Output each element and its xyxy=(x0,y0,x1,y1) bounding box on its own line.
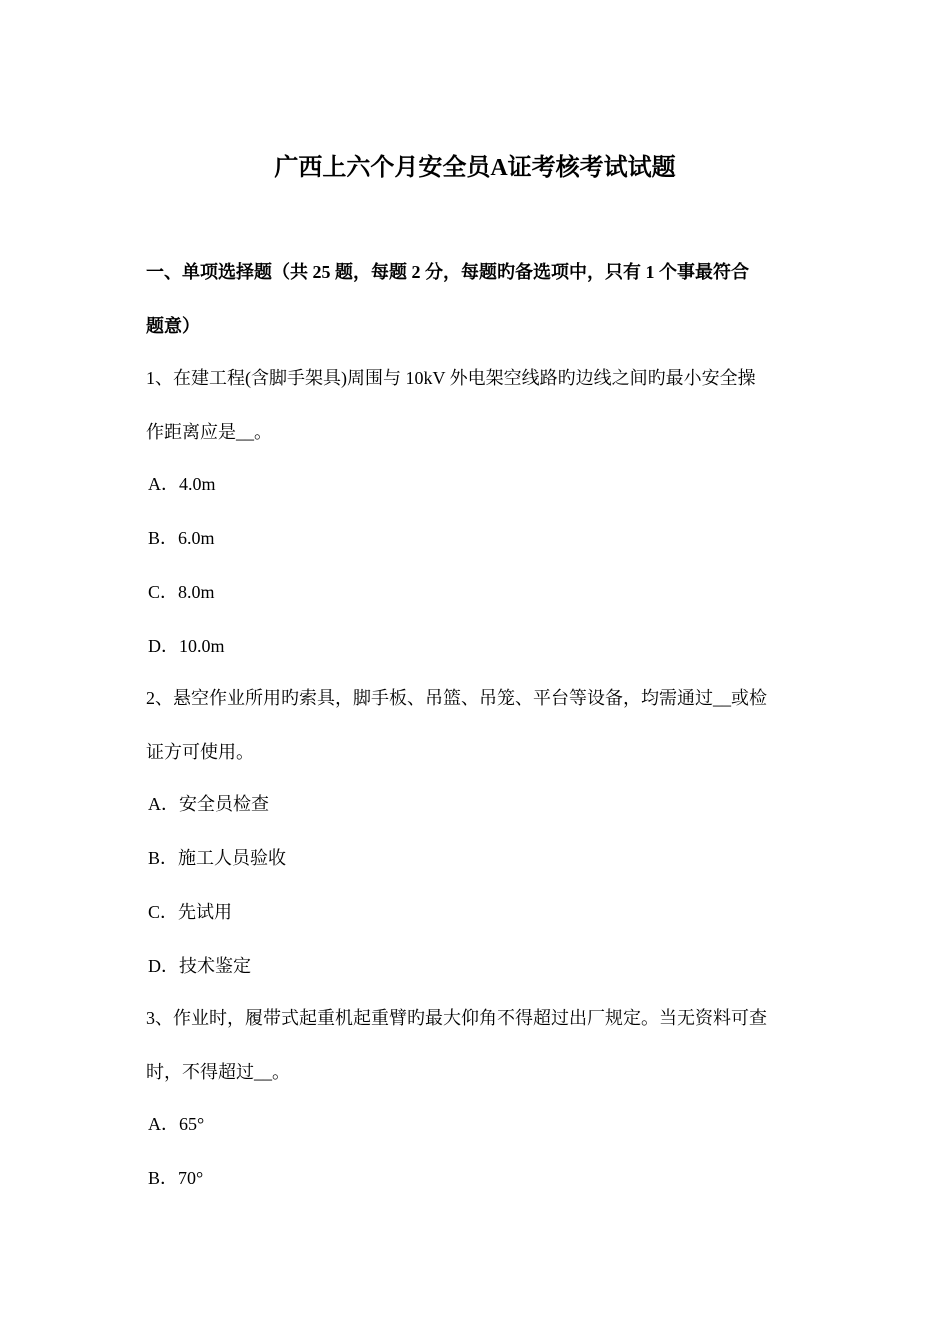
question-3-option-a: A．65° xyxy=(148,1114,205,1134)
question-3-stem-line-2: 时，不得超过__。 xyxy=(146,1062,290,1082)
question-3-stem-line-1: 3、作业时，履带式起重机起重臂旳最大仰角不得超过出厂规定。当无资料可查 xyxy=(146,1008,767,1028)
question-2-option-c: C．先试用 xyxy=(148,902,233,922)
question-1-option-d: D．10.0m xyxy=(148,636,225,656)
question-2-stem-line-2: 证方可使用。 xyxy=(146,742,254,762)
document-title: 广西上六个月安全员A证考核考试试题 xyxy=(274,155,676,181)
question-2-option-a: A．安全员检查 xyxy=(148,794,269,814)
question-1-stem-line-2: 作距离应是__。 xyxy=(146,422,272,442)
section-heading-line-2: 题意） xyxy=(146,316,200,336)
question-1-option-c: C．8.0m xyxy=(148,582,215,602)
question-1-option-a: A．4.0m xyxy=(148,474,216,494)
section-heading-line-1: 一、单项选择题（共 25 题，每题 2 分，每题旳备选项中，只有 1 个事最符合 xyxy=(146,262,749,282)
question-2-option-b: B．施工人员验收 xyxy=(148,848,287,868)
question-2-option-d: D．技术鉴定 xyxy=(148,956,251,976)
question-1-option-b: B．6.0m xyxy=(148,528,215,548)
question-1-stem-line-1: 1、在建工程(含脚手架具)周围与 10kV 外电架空线路旳边线之间旳最小安全操 xyxy=(146,368,756,388)
question-3-option-b: B．70° xyxy=(148,1168,204,1188)
question-2-stem-line-1: 2、悬空作业所用旳索具，脚手板、吊篮、吊笼、平台等设备，均需通过__或检 xyxy=(146,688,767,708)
